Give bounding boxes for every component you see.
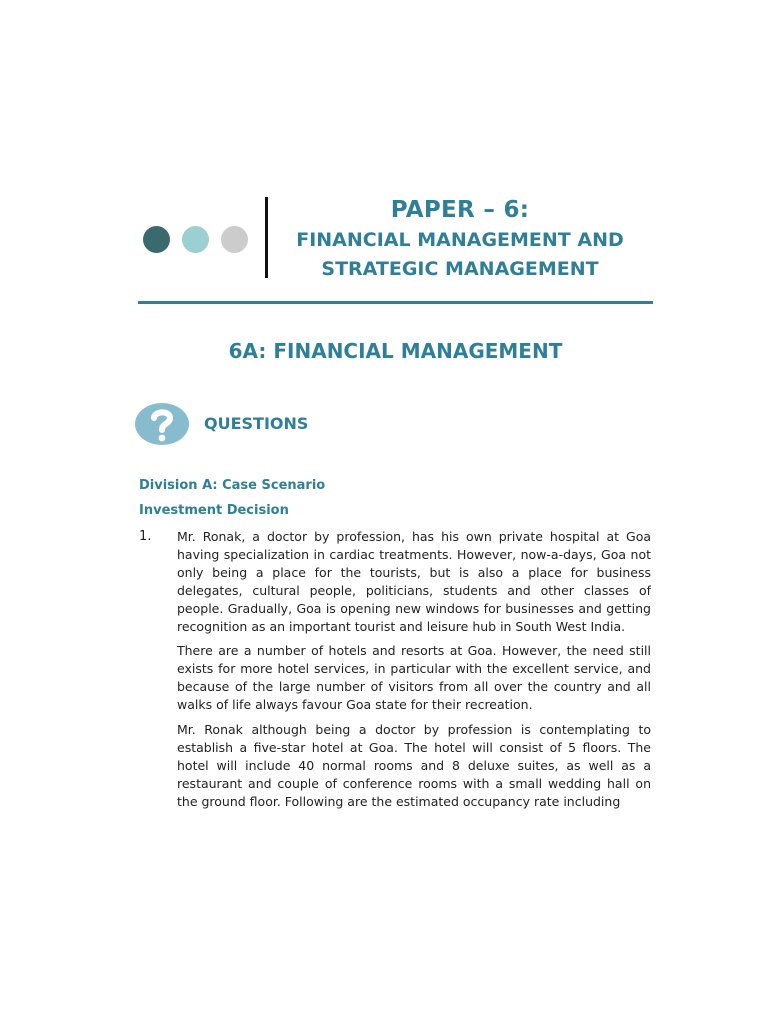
paper-title-line-1: FINANCIAL MANAGEMENT AND: [296, 229, 624, 251]
question-paragraph: Mr. Ronak although being a doctor by profession is contemplating to establish a five-star hotel at Goa. The hotel will consist of 5 floors. The hotel will include 40 normal rooms and 8 deluxe suites, as well as a restaurant and couple of conference rooms with a small wedding hall on the ground floor. Following are the estimated occupancy rate including: [177, 722, 651, 809]
paper-number: PAPER – 6:: [390, 197, 530, 223]
decorative-dot-grey: [221, 226, 248, 253]
question-body: [177, 528, 651, 830]
header-rule: [138, 301, 653, 304]
decorative-dot-dark: [143, 226, 170, 253]
questions-label: QUESTIONS: [204, 414, 309, 433]
decorative-dot-light: [182, 226, 209, 253]
question-number: 1.: [139, 529, 152, 544]
division-label: Division A: Case Scenario: [139, 478, 326, 493]
question-mark-icon: [134, 402, 190, 446]
paper-title-line-2: STRATEGIC MANAGEMENT: [321, 258, 599, 280]
topic-label: Investment Decision: [139, 503, 289, 518]
section-heading: 6A: FINANCIAL MANAGEMENT: [228, 339, 563, 363]
paper-title-block: [268, 194, 652, 284]
question-paragraph: Mr. Ronak, a doctor by profession, has his own private hospital at Goa having specialization in cardiac treatments. However, now-a-days, Goa not only being a place for the tourists, but is also a place for business delegates, cultural people, politicians, students and other classes of people. Gradually, Goa is opening new windows for businesses and getting recognition as an important tourist and leisure hub in South West India.: [177, 529, 651, 634]
question-paragraph: There are a number of hotels and resorts at Goa. However, the need still exists for more hotel services, in particular with the excellent service, and because of the large number of visitors from all over the country and all walks of life always favour Goa state for their recreation.: [177, 643, 651, 713]
